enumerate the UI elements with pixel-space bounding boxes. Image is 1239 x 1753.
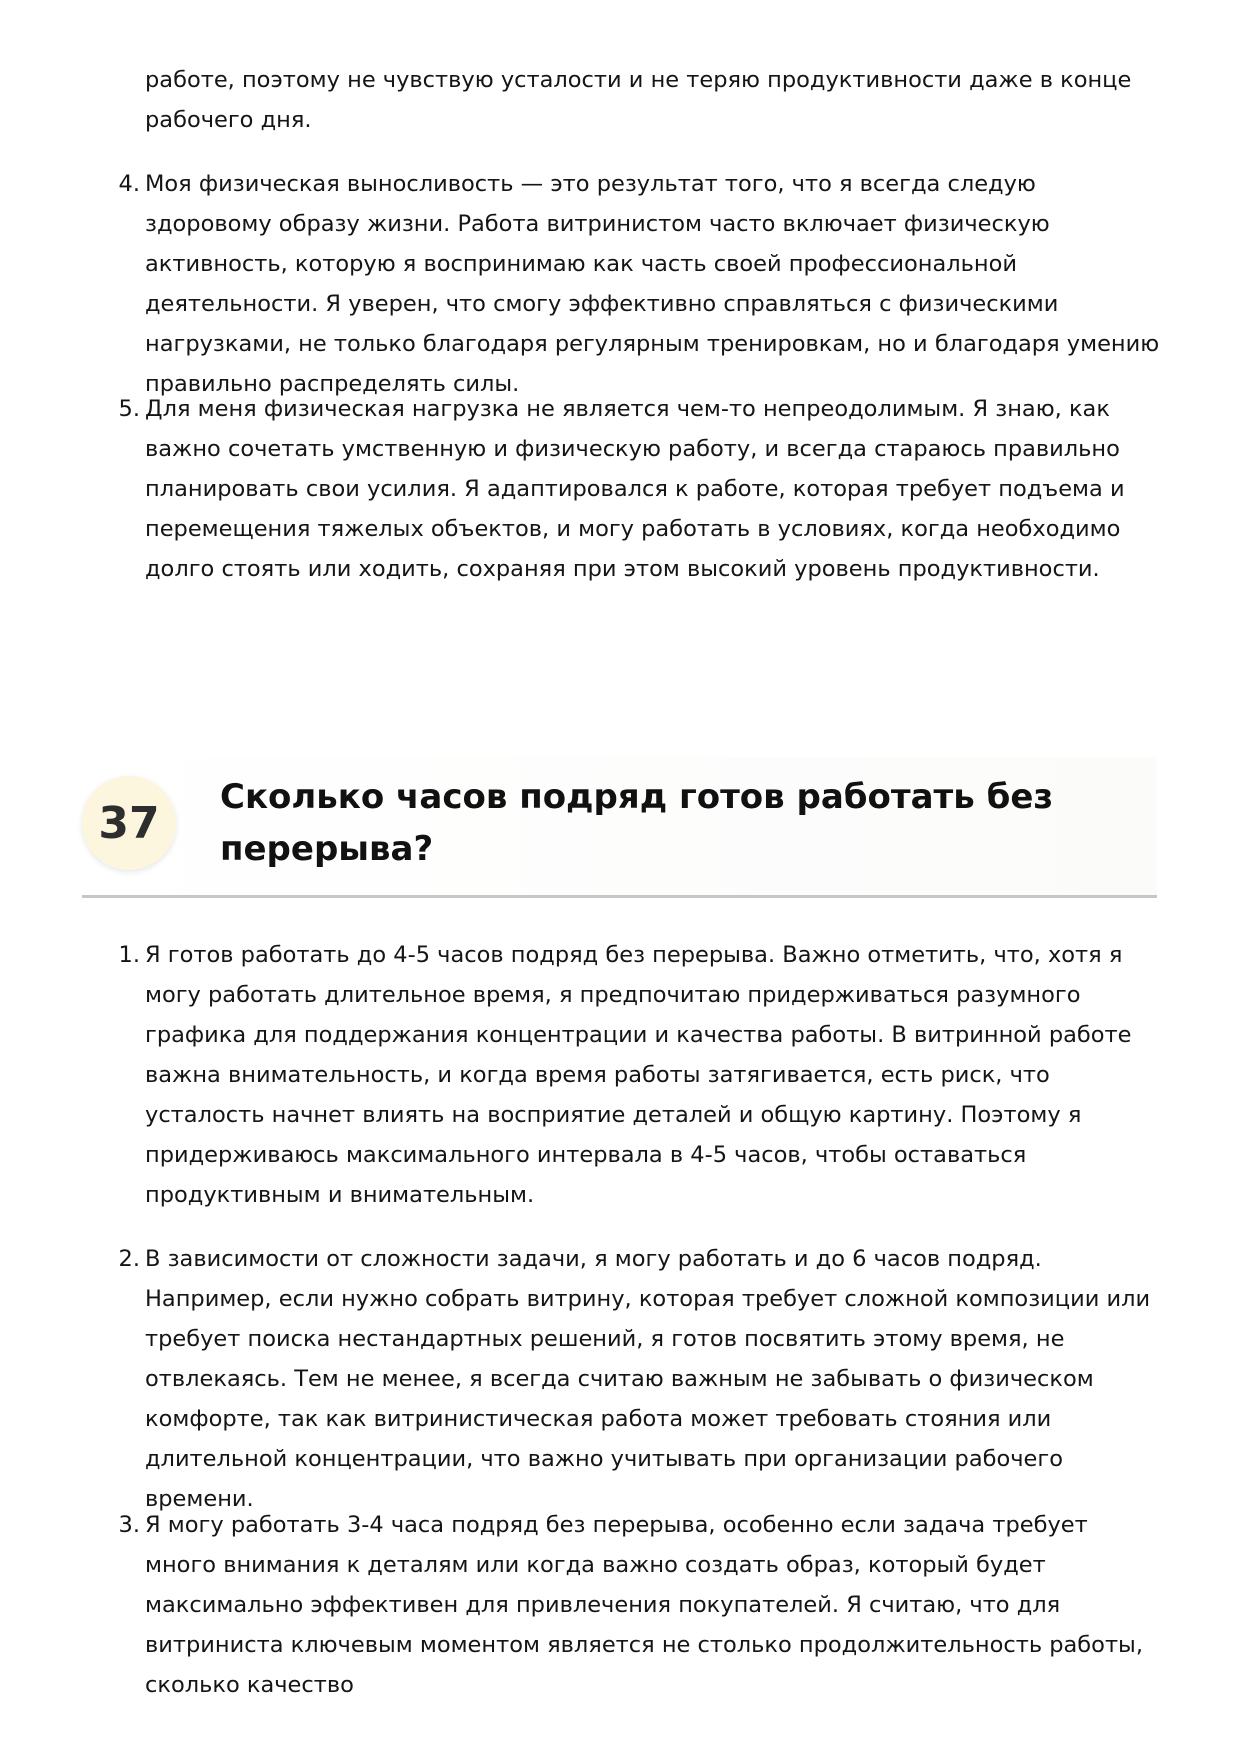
list-item bbox=[118, 389, 1160, 589]
section-header bbox=[82, 757, 1157, 898]
list-item-text: Для меня физическая нагрузка не является чем-то непреодолимым. Я знаю, как важно сочетать умственную и физическую работу, и всегда стараюсь правильно планировать свои усилия. Я адаптировался к работе, которая требует подъема и перемещения тяжелых объектов, и могу работать в условиях, когда необходимо долго стоять или ходить, сохраняя при этом высокий уровень продуктивности. bbox=[145, 396, 1125, 582]
question-number-badge: 37 bbox=[82, 776, 176, 870]
list-item bbox=[118, 164, 1160, 404]
list-item-number: 1. bbox=[118, 942, 140, 968]
list-item-text: Моя физическая выносливость — это результат того, что я всегда следую здоровому образу жизни. Работа витринистом часто включает физическую активность, которую я воспринимаю как часть своей профессиональной деятельности. Я уверен, что смогу эффективно справляться с физическими нагрузками, не только благодаря регулярным тренировкам, но и благодаря умению правильно распределять силы. bbox=[145, 171, 1160, 397]
section-title: Сколько часов подряд готов работать без перерыва? bbox=[220, 777, 1054, 869]
list-item bbox=[118, 1239, 1160, 1519]
list-item bbox=[118, 1505, 1160, 1705]
list-item-number: 5. bbox=[118, 396, 140, 422]
list-item bbox=[118, 935, 1160, 1215]
list-item-text: В зависимости от сложности задачи, я могу работать и до 6 часов подряд. Например, если нужно собрать витрину, которая требует сложной композиции или требует поиска нестандартных решений, я готов посвятить этому время, не отвлекаясь. Тем не менее, я всегда считаю важным не забывать о физическом комфорте, так как витринистическая работа может требовать стояния или длительной концентрации, что важно учитывать при организации рабочего времени. bbox=[145, 1246, 1151, 1512]
list-item-text: Я готов работать до 4-5 часов подряд без перерыва. Важно отметить, что, хотя я могу работать длительное время, я предпочитаю придерживаться разумного графика для поддержания концентрации и качества работы. В витринной работе важна внимательность, и когда время работы затягивается, есть риск, что усталость начнет влиять на восприятие деталей и общую картину. Поэтому я придерживаюсь максимального интервала в 4-5 часов, чтобы оставаться продуктивным и внимательным. bbox=[145, 942, 1132, 1208]
list-item-number: 4. bbox=[118, 171, 140, 197]
list-item-number: 2. bbox=[118, 1246, 140, 1272]
list-item-text: Я могу работать 3-4 часа подряд без перерыва, особенно если задача требует много внимания к деталям или когда важно создать образ, который будет максимально эффективен для привлечения покупателей. Я считаю, что для витриниста ключевым моментом является не столько продолжительность работы, сколько качество bbox=[145, 1512, 1143, 1698]
list-item-number: 3. bbox=[118, 1512, 140, 1538]
list-item-text: работе, поэтому не чувствую усталости и не теряю продуктивности даже в конце рабочего дня. bbox=[145, 67, 1132, 133]
list-item-continuation bbox=[145, 60, 1160, 140]
